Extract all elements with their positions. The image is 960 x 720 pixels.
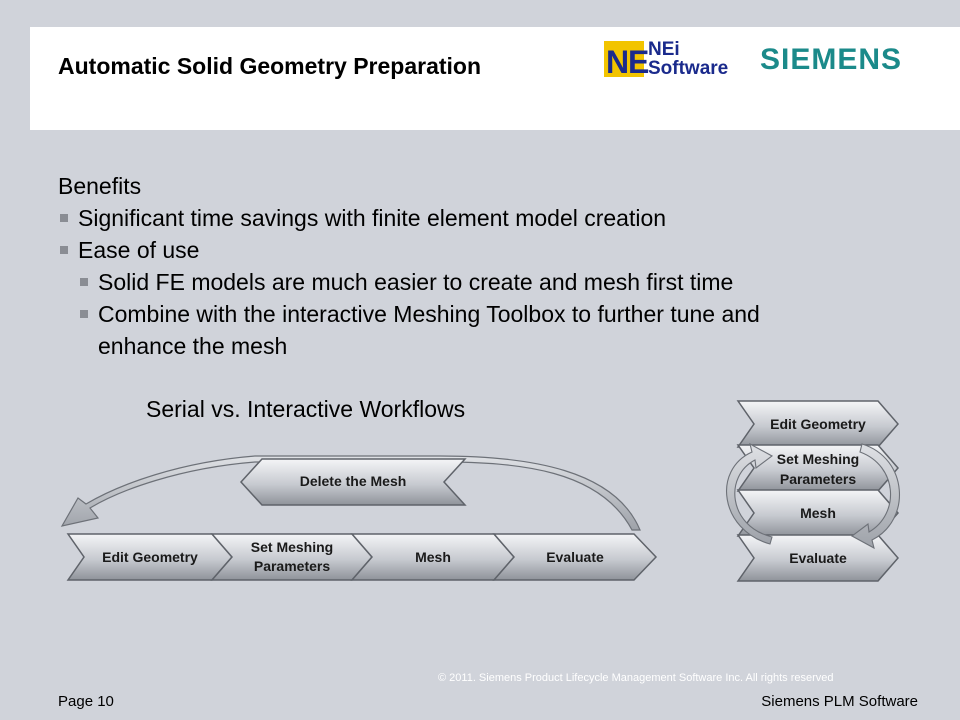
interactive-step-label: Evaluate <box>789 550 847 566</box>
serial-step-label: Parameters <box>253 558 331 574</box>
interactive-step-label: Edit Geometry <box>770 416 866 432</box>
serial-step-label: Evaluate <box>546 549 604 565</box>
slide-title: Automatic Solid Geometry Preparation <box>58 53 482 79</box>
interactive-step-evaluate <box>738 535 898 581</box>
svg-text:N: N <box>606 44 630 80</box>
sub-bullet-continuation: enhance the mesh <box>98 333 288 359</box>
delete-mesh-label: Delete the Mesh <box>299 473 407 489</box>
bullet-text: Ease of use <box>78 237 200 263</box>
interactive-step-label: Mesh <box>800 505 836 521</box>
serial-step-label: Set Meshing <box>250 539 334 555</box>
copyright-notice: © 2011. Siemens Product Lifecycle Management Software Inc. All rights reserved <box>438 672 834 684</box>
serial-step-set-meshing <box>212 534 372 580</box>
serial-step-edit-geometry <box>68 534 232 580</box>
interactive-step-label: Set Meshing <box>776 451 860 467</box>
nei-logo-line1: NEi <box>648 39 680 60</box>
delete-mesh-step <box>241 459 465 505</box>
serial-step-evaluate <box>494 534 656 580</box>
serial-step-mesh <box>352 534 514 580</box>
footer-brand: Siemens PLM Software <box>761 693 918 710</box>
interactive-step-label: Parameters <box>779 471 857 487</box>
interactive-step-edit-geometry <box>738 401 898 447</box>
diagram-title: Serial vs. Interactive Workflows <box>146 396 466 422</box>
sub-bullet-text: Solid FE models are much easier to create and mesh first time <box>98 269 734 295</box>
benefits-heading: Benefits <box>58 173 142 199</box>
sub-bullet-text: Combine with the interactive Meshing Toolbox to further tune and <box>98 301 760 327</box>
page-number: Page 10 <box>58 693 114 710</box>
nei-logo-line2: Software <box>648 58 729 79</box>
serial-step-label: Mesh <box>415 549 451 565</box>
svg-text:E: E <box>628 44 650 80</box>
siemens-logo: SIEMENS <box>760 43 903 76</box>
bullet-text: Significant time savings with finite element model creation <box>78 205 667 231</box>
serial-step-label: Edit Geometry <box>102 549 198 565</box>
